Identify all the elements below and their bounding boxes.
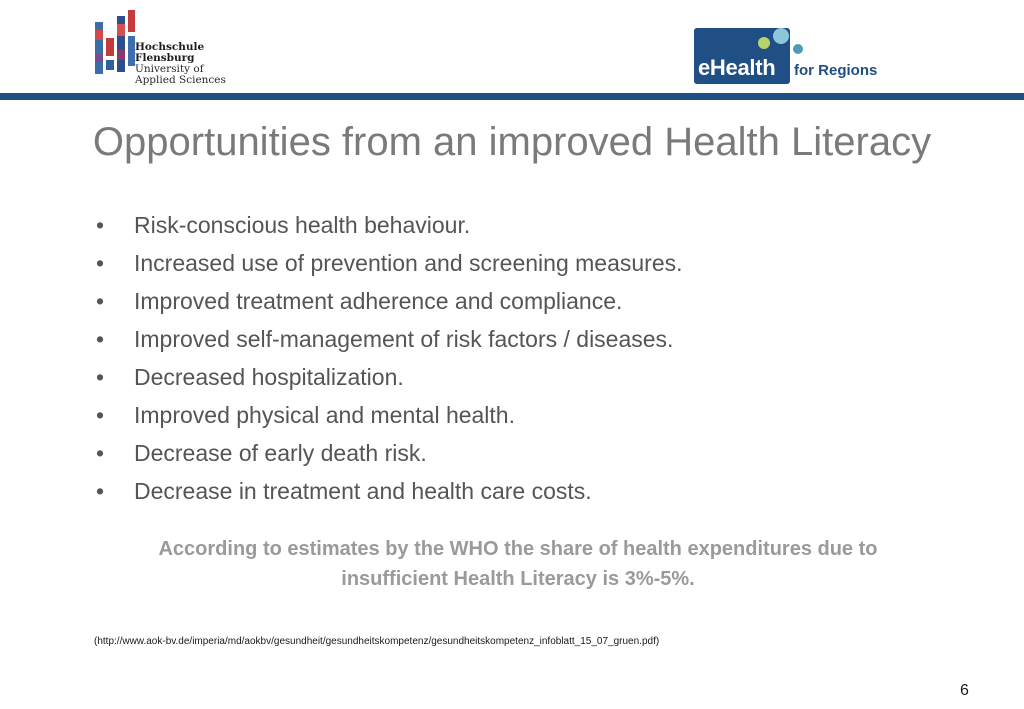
logo-name-line-1: Hochschule [135, 41, 205, 53]
list-item [96, 282, 683, 320]
bullet-icon: • [96, 402, 105, 428]
slide-title: Opportunities from an improved Health Literacy [92, 120, 932, 164]
logo-subtitle-line-1: University of [135, 63, 204, 75]
bullet-icon: • [96, 440, 105, 466]
header-divider [0, 93, 1024, 100]
list-item-text: Improved treatment adherence and compliance. [134, 288, 623, 314]
list-item-text: Decrease of early death risk. [134, 440, 427, 466]
who-estimate-note [60, 534, 976, 594]
ehealth-wordmark: eHealth [698, 55, 776, 80]
list-item-text: Risk-conscious health behaviour. [134, 212, 471, 238]
list-item [96, 396, 683, 434]
logo-subtitle-line-2: Applied Sciences [135, 74, 226, 86]
list-item-text: Improved physical and mental health. [134, 402, 515, 428]
university-logo-icon [92, 10, 136, 90]
list-item [96, 434, 683, 472]
bullet-icon: • [96, 326, 105, 352]
bullet-icon: • [96, 364, 105, 390]
list-item [96, 472, 683, 510]
list-item-text: Decrease in treatment and health care costs. [134, 478, 592, 504]
list-item-text: Decreased hospitalization. [134, 364, 404, 390]
bullet-icon: • [96, 212, 105, 238]
source-citation: (http://www.aok-bv.de/imperia/md/aokbv/gesundheit/gesundheitskompetenz/gesundheitskompetenz_infoblatt_15_07_gruen.pdf) [94, 636, 660, 647]
list-item [96, 358, 683, 396]
list-item-text: Increased use of prevention and screening measures. [134, 250, 683, 276]
hochschule-flensburg-logo [92, 10, 232, 94]
who-note-line-1: According to estimates by the WHO the share of health expenditures due to [158, 538, 878, 560]
ehealth-for-regions-logo [694, 24, 894, 84]
opportunities-list [96, 206, 683, 510]
list-item [96, 206, 683, 244]
bullet-icon: • [96, 288, 105, 314]
page-number: 6 [960, 682, 969, 699]
for-regions-text: for Regions [794, 62, 878, 79]
list-item-text: Improved self-management of risk factors / diseases. [134, 326, 674, 352]
who-note-line-2: insufficient Health Literacy is 3%-5%. [341, 568, 695, 590]
bullet-icon: • [96, 250, 105, 276]
logo-dots-icon [754, 24, 814, 54]
bullet-icon: • [96, 478, 105, 504]
list-item [96, 320, 683, 358]
logo-name-line-2: Flensburg [135, 52, 195, 64]
list-item [96, 244, 683, 282]
